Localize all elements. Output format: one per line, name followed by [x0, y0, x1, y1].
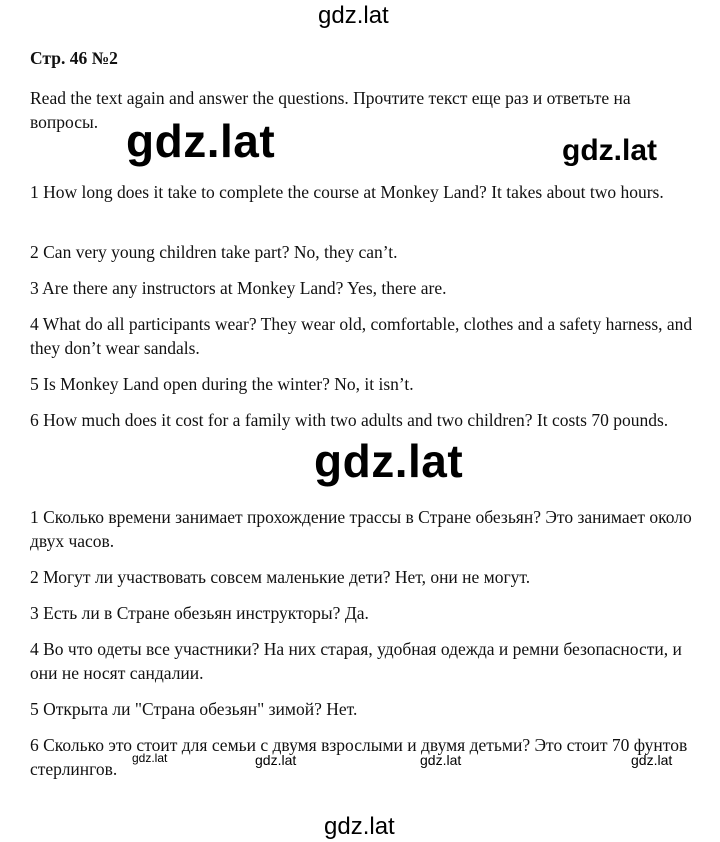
watermark-right: gdz.lat	[562, 134, 657, 167]
english-answer-6: 6 How much does it cost for a family with two adults and two children? It costs 70 pounds.	[30, 410, 669, 430]
watermark-middle: gdz.lat	[314, 435, 464, 487]
watermark-small-1: gdz.lat	[132, 751, 168, 765]
watermark-small-3: gdz.lat	[420, 752, 462, 768]
watermark-small-2: gdz.lat	[255, 752, 297, 768]
watermark-top: gdz.lat	[318, 2, 389, 29]
russian-answer-3: 3 Есть ли в Стране обезьян инструкторы? Да.	[30, 603, 369, 623]
russian-answer-2: 2 Могут ли участвовать совсем маленькие дети? Нет, они не могут.	[30, 567, 531, 587]
watermark-small-4: gdz.lat	[631, 752, 673, 768]
english-answer-1: 1 How long does it take to complete the course at Monkey Land? It takes about two hours.	[30, 182, 664, 202]
english-answer-3: 3 Are there any instructors at Monkey Land? Yes, there are.	[30, 278, 447, 298]
page-heading: Стр. 46 №2	[30, 48, 118, 68]
russian-answer-5: 5 Открыта ли "Страна обезьян" зимой? Нет.	[30, 699, 358, 719]
task-instruction: Read the text again and answer the questions. Прочтите текст еще раз и ответьте на вопросы.	[30, 88, 631, 132]
russian-answer-6: 6 Сколько это стоит для семьи с двумя взрослыми и двумя детьми? Это стоит 70 фунтов стерлингов.	[30, 735, 688, 779]
english-answer-2: 2 Can very young children take part? No, they can’t.	[30, 242, 398, 262]
english-answer-4: 4 What do all participants wear? They wear old, comfortable, clothes and a safety harness, and they don’t wear sandals.	[30, 314, 693, 358]
russian-answer-1: 1 Сколько времени занимает прохождение трассы в Стране обезьян? Это занимает около двух часов.	[30, 507, 692, 551]
russian-answer-4: 4 Во что одеты все участники? На них старая, удобная одежда и ремни безопасности, и они не носят сандалии.	[30, 639, 682, 683]
watermark-bottom: gdz.lat	[324, 813, 395, 840]
watermark-large-left: gdz.lat	[126, 115, 276, 167]
english-answer-5: 5 Is Monkey Land open during the winter? No, it isn’t.	[30, 374, 414, 394]
